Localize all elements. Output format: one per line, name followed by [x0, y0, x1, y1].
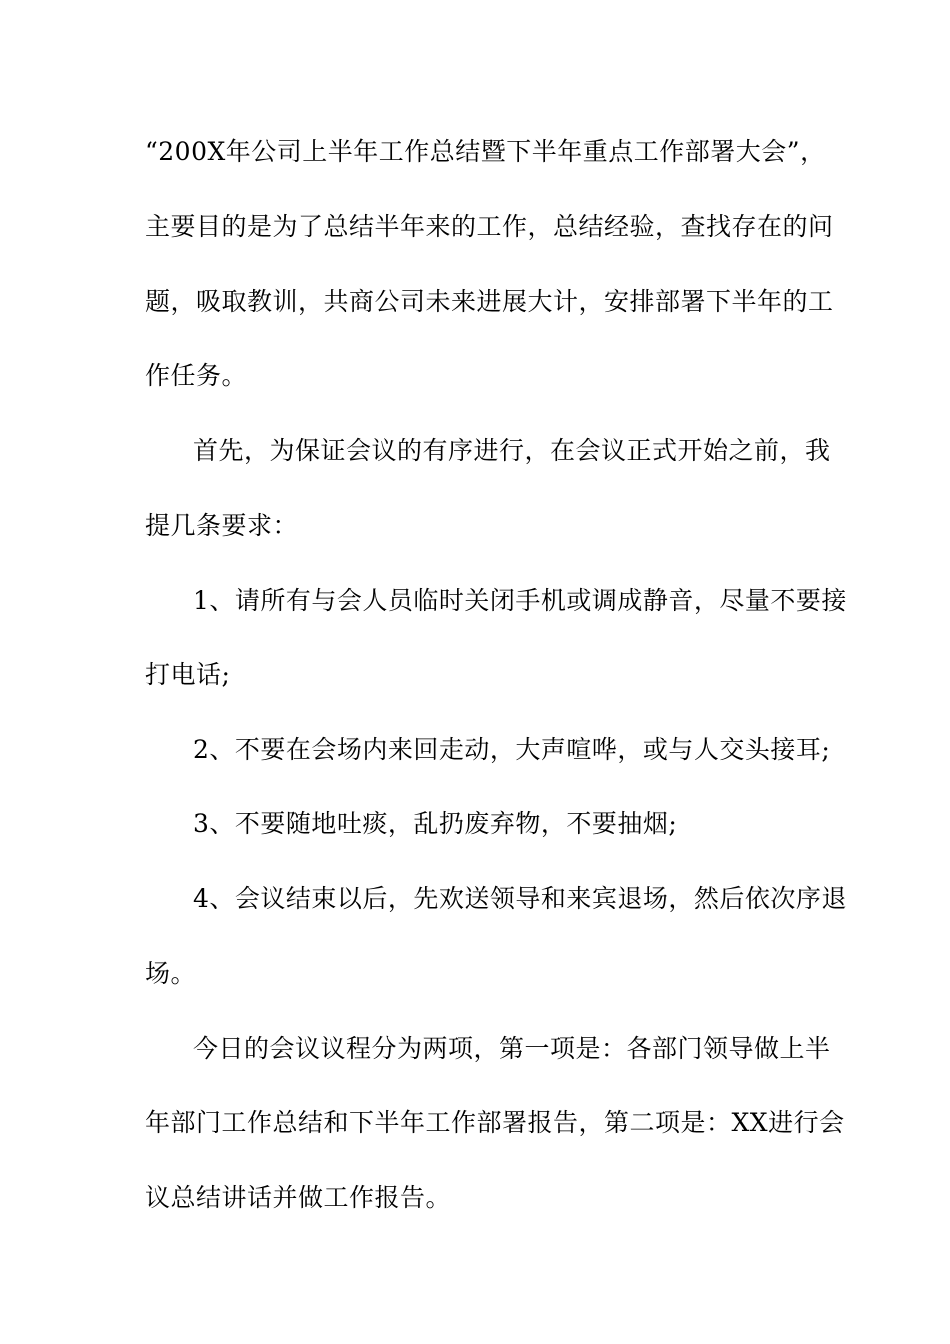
text-line: 首先，为保证会议的有序进行，在会议正式开始之前，我 — [193, 436, 831, 465]
text-line: 场。 — [145, 959, 197, 988]
text-line: 3、不要随地吐痰，乱扔废弃物，不要抽烟; — [193, 809, 678, 838]
text-line: 4、会议结束以后，先欢送领导和来宾退场，然后依次序退 — [193, 884, 847, 913]
text-line: 2、不要在会场内来回走动，大声喧哗，或与人交头接耳; — [193, 735, 831, 764]
text-line: 年部门工作总结和下半年工作部署报告，第二项是：XX进行会 — [145, 1108, 845, 1137]
text-line: 作任务。 — [145, 361, 248, 390]
text-line: 题，吸取教训，共商公司未来进展大计，安排部署下半年的工 — [145, 287, 834, 316]
text-line: 1、请所有与会人员临时关闭手机或调成静音，尽量不要接 — [193, 586, 847, 615]
text-line: 议总结讲话并做工作报告。 — [145, 1183, 452, 1212]
text-line: 打电话; — [145, 660, 231, 689]
text-line: 今日的会议议程分为两项，第一项是：各部门领导做上半 — [193, 1034, 831, 1063]
text-line: 主要目的是为了总结半年来的工作，总结经验，查找存在的问 — [145, 212, 834, 241]
text-line: 提几条要求： — [145, 511, 299, 540]
text-line: “200X年公司上半年工作总结暨下半年重点工作部署大会”， — [145, 137, 826, 166]
